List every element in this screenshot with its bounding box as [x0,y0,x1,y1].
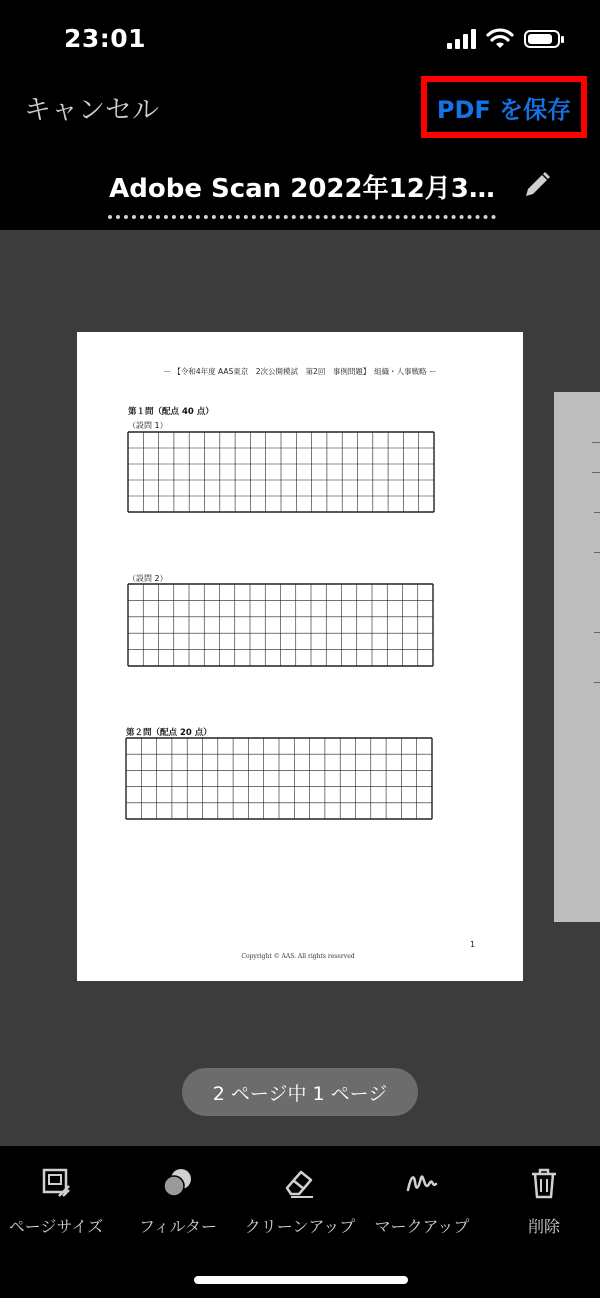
page-size-label: ページサイズ [8,1217,104,1236]
markup-label: マークアップ [374,1217,470,1236]
eraser-icon [283,1166,317,1200]
page-size-button[interactable] [4,1166,108,1237]
markup-icon [405,1166,439,1200]
status-icons [447,28,560,50]
cleanup-label: クリーンアップ [244,1217,356,1236]
delete-label: 削除 [527,1217,560,1236]
markup-button[interactable] [370,1166,474,1237]
scanned-page-preview[interactable] [77,332,523,981]
filter-icon [161,1166,195,1200]
cancel-button[interactable]: キャンセル [24,95,159,126]
scanned-page-content [77,332,523,981]
delete-button[interactable] [504,1166,584,1237]
save-pdf-button[interactable]: PDF を保存 [421,76,587,138]
question-1-title: 第１問（配点 40 点） [128,407,214,417]
copyright-text: Copyright © AAS. All rights reserved [241,953,355,960]
top-bar [0,0,600,230]
question-2-title: 第２問（配点 20 点） [126,728,212,738]
cleanup-button[interactable] [240,1166,360,1237]
page-size-icon [39,1166,73,1200]
status-time: 23:01 [64,24,147,53]
question-1-sub-1: （設問 1） [128,421,168,430]
trash-icon [527,1166,561,1200]
pencil-icon[interactable] [522,170,552,200]
filter-button[interactable] [128,1166,228,1237]
page-header-line: ー 【令和4年度 AAS東京 2次公開模試 第2回 事例問題】 組織・人事戦略 ー [163,367,437,376]
page-indicator[interactable]: 2 ページ中 1 ページ [182,1068,418,1116]
filter-label: フィルター [138,1217,218,1236]
page-number: 1 [470,940,476,949]
wifi-icon [486,28,514,50]
cellular-signal-icon [447,29,476,49]
answer-grid-3 [126,738,432,819]
document-title[interactable]: Adobe Scan 2022年12月3… [108,168,496,219]
next-page-preview[interactable] [554,392,600,922]
question-1-sub-2: （設問 2） [128,574,168,583]
answer-grid-1 [128,432,434,512]
answer-grid-2 [128,584,433,666]
home-indicator [194,1276,408,1284]
battery-icon [524,30,560,48]
